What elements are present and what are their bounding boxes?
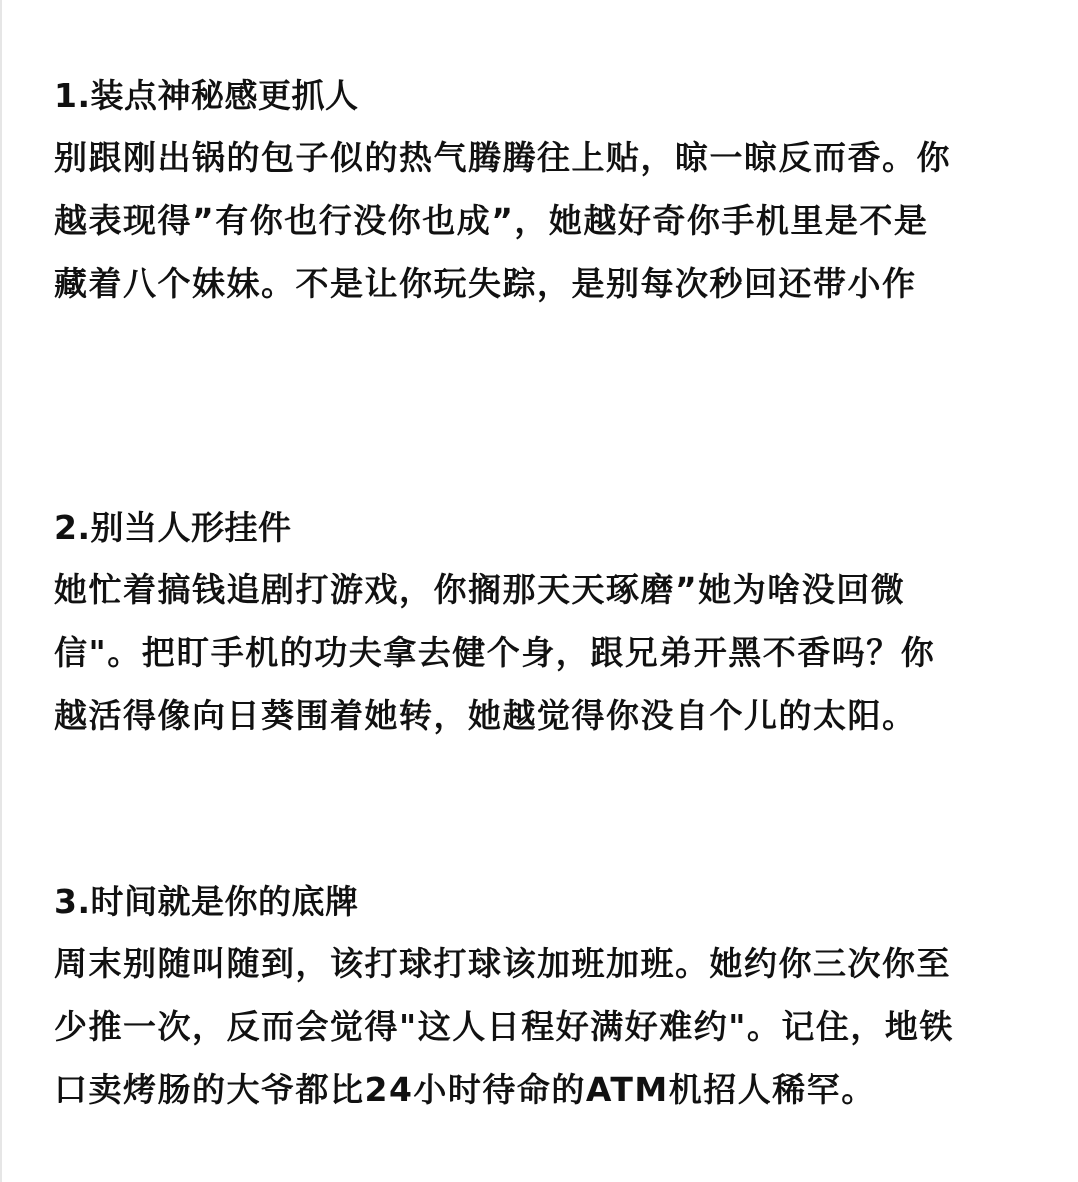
paragraph-line: 信"。把盯手机的功夫拿去健个身，跟兄弟开黑不香吗？你 [54,633,936,672]
paragraph-line: 越活得像向日葵围着她转，她越觉得你没自个儿的太阳。 [54,696,917,735]
paragraph-line: 口卖烤肠的大爷都比24小时待命的ATM机招人稀罕。 [54,1070,876,1109]
section-heading: 3.时间就是你的底牌 [54,882,359,921]
paragraph-line: 藏着八个妹妹。不是让你玩失踪，是别每次秒回还带小作 [54,264,917,303]
section-heading: 1.装点神秘感更抓人 [54,76,359,115]
paragraph-line: 她忙着搞钱追剧打游戏，你搁那天天琢磨”她为啥没回微 [54,570,906,609]
section-heading: 2.别当人形挂件 [54,508,292,547]
paragraph-line: 越表现得”有你也行没你也成”，她越好奇你手机里是不是 [54,201,929,240]
tip-section-1 [54,66,1044,315]
paragraph-line: 周末别随叫随到，该打球打球该加班加班。她约你三次你至 [54,944,951,983]
tip-section-2 [54,498,1044,747]
page-edge-divider [0,0,2,1182]
paragraph-line: 少推一次，反而会觉得"这人日程好满好难约"。记住，地铁 [54,1007,954,1046]
tip-section-3 [54,872,1044,1121]
paragraph-line: 别跟刚出锅的包子似的热气腾腾往上贴，晾一晾反而香。你 [54,138,951,177]
